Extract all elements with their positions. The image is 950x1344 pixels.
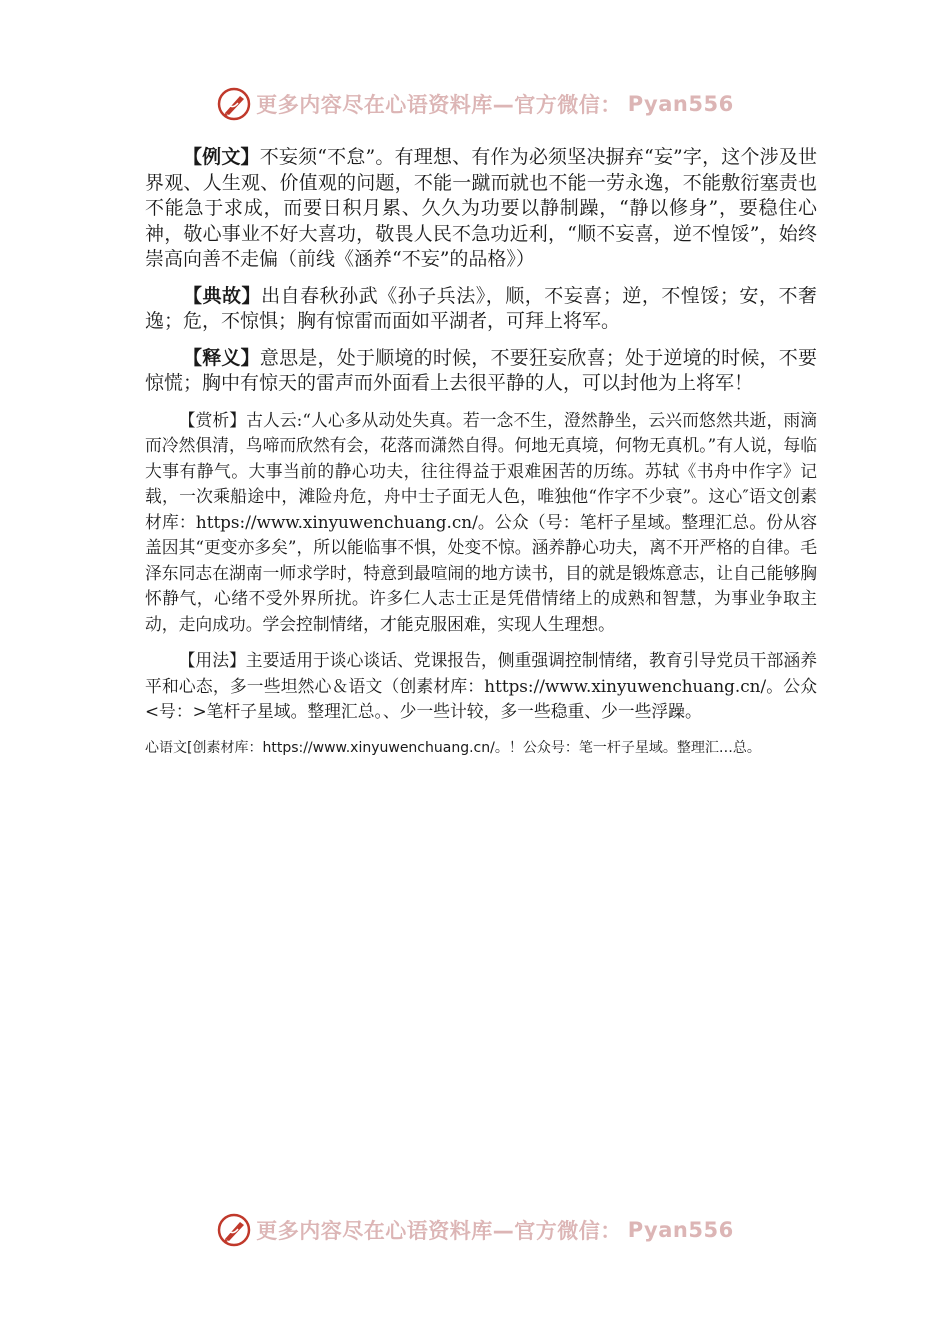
paragraph-tag: 【赏析】 [178, 409, 247, 430]
paragraph-allusion [145, 284, 817, 335]
paragraph-text: 主要适用于谈心谈话、党课报告，侧重强调控制情绪，教育引导党员干部涵养平和心态，多一些坦然心＆语文（创素材库：https://www.xinyuwenchuang.cn/。公众<号：>笔杆子星域。整理汇总。、少一些计较，多一些稳重、少一些浮躁。 [145, 650, 817, 721]
document-body [145, 145, 817, 760]
top-banner [0, 82, 950, 126]
paragraph-text: 古人云:“人心多从动处失真。若一念不生，澄然静坐，云兴而悠然共逝，雨滴而冷然俱清，鸟啼而欣然有会，花落而潇然自得。何地无真境，何物无真机。”有人说，每临大事有静气。大事当前的静心功夫，往往得益于艰难困苦的历练。苏轼《书舟中作字》记载，一次乘船途中，滩险舟危，舟中士子面无人色，唯独他“作字不少衰”。这心″语文创素材库：https://www.xinyuwenchuang.cn/。公众（号：笔杆子星域。整理汇总。份从容盖因其“更变亦多矣”，所以能临事不惧，处变不惊。涵养静心功夫，离不开严格的自律。毛泽东同志在湖南一师求学时，特意到最喧闹的地方读书，目的就是锻炼意志，让自己能够胸怀静气，心绪不受外界所扰。许多仁人志士正是凭借情绪上的成熟和智慧，为事业争取主动，走向成功。学会控制情绪，才能克服困难，实现人生理想。 [145, 409, 817, 634]
paragraph-text: 出自春秋孙武《孙子兵法》，顺，不妄喜；逆，不惶馁；安，不奢逸；危，不惊惧；胸有惊雷而面如平湖者，可拜上将军。 [145, 284, 817, 332]
paragraph-text: 意思是，处于顺境的时候，不要狂妄欣喜；处于逆境的时候，不要惊慌；胸中有惊天的雷声而外面看上去很平静的人，可以封他为上将军！ [145, 346, 817, 394]
banner-wechat-id: Pyan556 [627, 1218, 734, 1242]
paragraph-appreciation [145, 408, 817, 638]
pen-logo-icon [216, 86, 252, 122]
paragraph-meaning [145, 346, 817, 397]
pen-logo-icon [216, 1212, 252, 1248]
paragraph-text: 不妄须“不怠”。有理想、有作为必须坚决摒弃“妄”字，这个涉及世界观、人生观、价值观的问题，不能一蹴而就也不能一劳永逸，不能敷衍塞责也不能急于求成，而要日积月累、久久为功要以静制躁，“静以修身”，要稳住心神，敬心事业不好大喜功，敬畏人民不急功近利，“顺不妄喜，逆不惶馁”，始终崇高向善不走偏（前线《涵养“不妄”的品格》） [145, 146, 817, 270]
paragraph-tag: 【典故】 [183, 284, 262, 307]
paragraph-example [145, 145, 817, 273]
paragraph-tag: 【释义】 [183, 346, 260, 369]
banner-text: 更多内容尽在心语资料库—官方微信： [256, 1219, 622, 1243]
bottom-banner [0, 1208, 950, 1252]
paragraph-tag: 【用法】 [178, 650, 246, 670]
banner-wechat-id: Pyan556 [627, 92, 734, 116]
paragraph-usage [145, 648, 817, 725]
footer-note: 心语文[创素材库：https://www.xinyuwenchuang.cn/。！公众号：笔一杆子星域。整理汇…总。 [145, 739, 761, 756]
paragraph-tag: 【例文】 [183, 146, 260, 168]
banner-text: 更多内容尽在心语资料库—官方微信： [256, 93, 622, 117]
